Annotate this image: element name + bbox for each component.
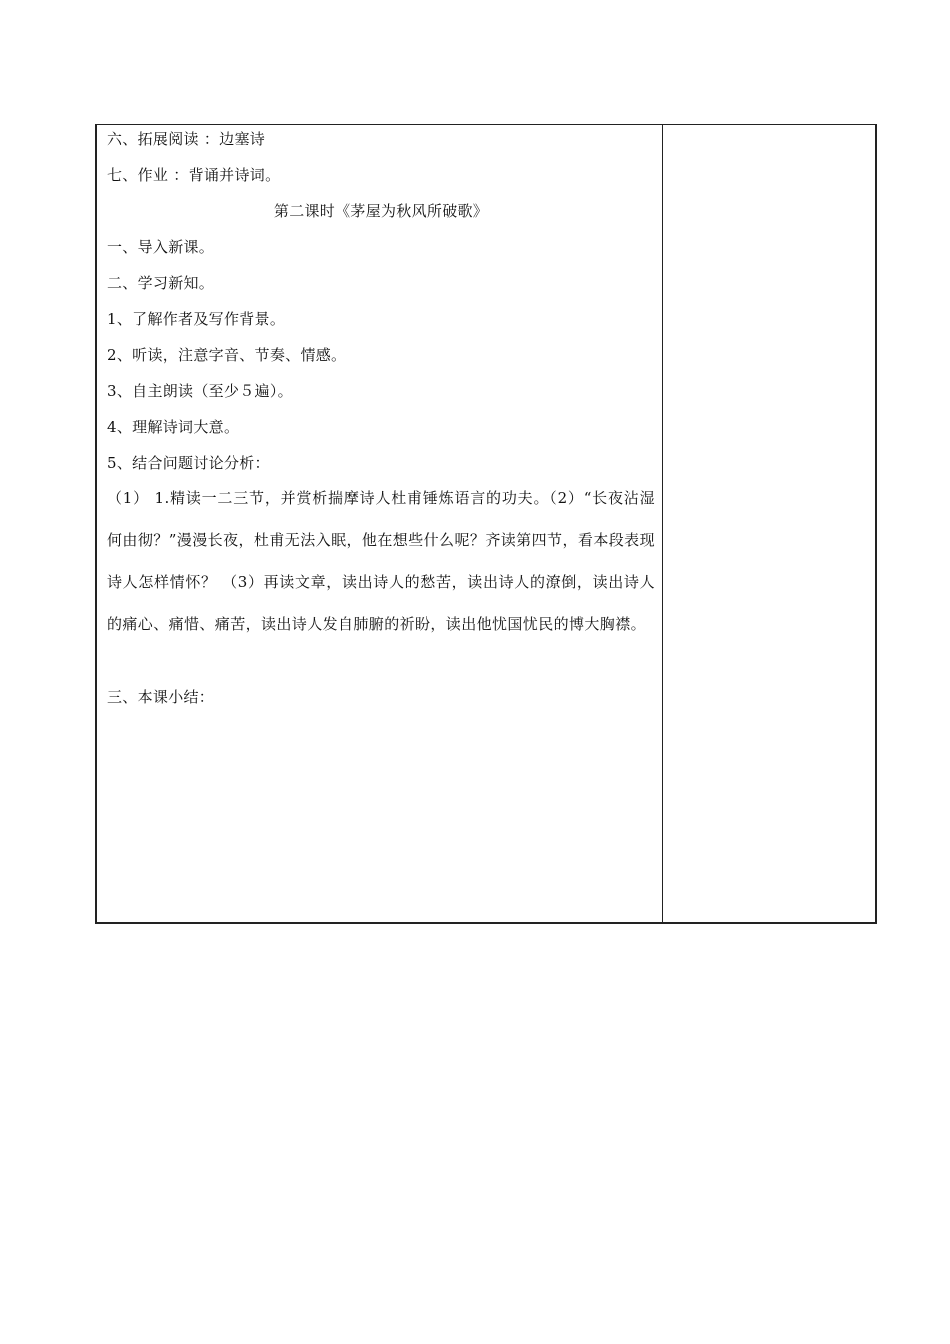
item-author-background: 1、了解作者及写作背景。 — [107, 310, 286, 328]
step-introduce: 一、导入新课。 — [107, 238, 215, 256]
item-self-reading: 3、自主朗读（至少５遍）。 — [107, 382, 293, 400]
item-understand-meaning: 4、理解诗词大意。 — [107, 418, 240, 436]
item-discussion: 5、结合问题讨论分析： — [107, 454, 270, 472]
step-learn: 二、学习新知。 — [107, 274, 215, 292]
lesson-title: 第二课时《茅屋为秋风所破歌》 — [273, 202, 489, 220]
section-extended-reading: 六、拓展阅读 ：边塞诗 — [107, 130, 266, 148]
lesson-content-cell — [107, 125, 657, 922]
discussion-paragraph: （1） 1.精读一二三节，并赏析揣摩诗人杜甫锤炼语言的功夫。（2）“长夜沾湿何由彻？”漫漫长夜，杜甫无法入眠，他在想些什么呢？齐读第四节，看本段表现诗人怎样情怀？ （3）再读文章，读出诗人的愁苦，读出诗人的潦倒，读出诗人的痛心、痛惜、痛苦，读出诗人发自肺腑的祈盼，读出他忧国忧民的博大胸襟。 — [107, 489, 655, 633]
section-homework: 七、作业 ：背诵并诗词。 — [107, 166, 281, 184]
notes-cell — [663, 125, 875, 922]
item-listen-reading: 2、听读，注意字音、节奏、情感。 — [107, 346, 347, 364]
lesson-table — [95, 124, 877, 924]
step-summary: 三、本课小结： — [107, 688, 215, 706]
